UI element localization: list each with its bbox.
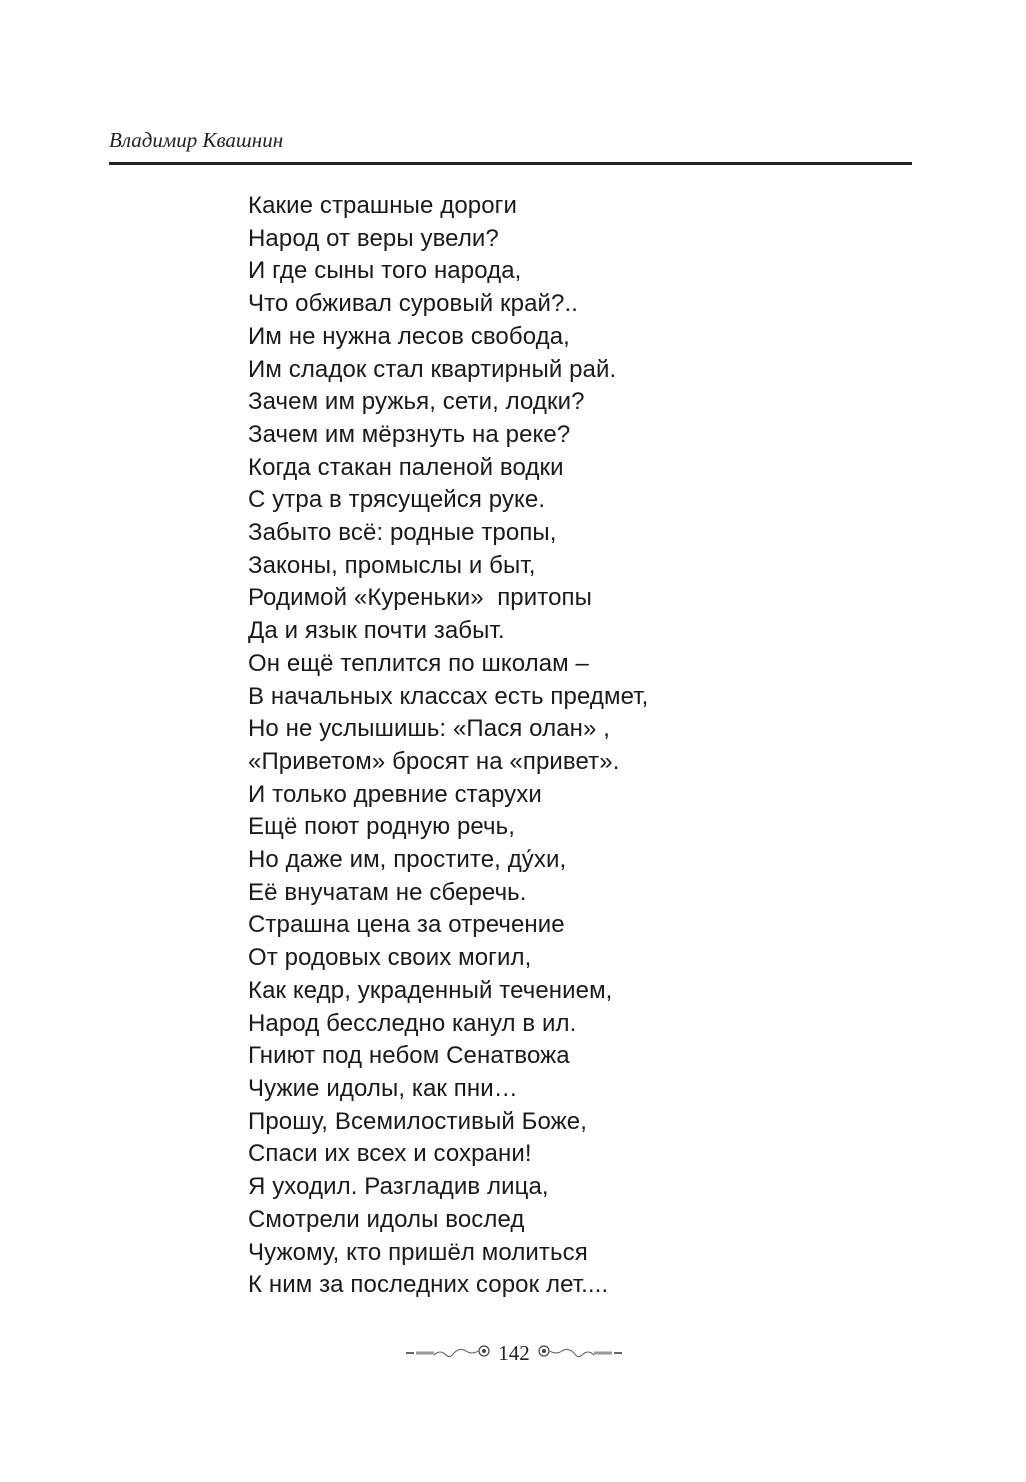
poem-line: Как кедр, украденный течением, (248, 976, 613, 1004)
poem-line: В начальных классах есть предмет, (248, 682, 649, 710)
poem-line: К ним за последних сорок лет.... (248, 1271, 609, 1299)
poem-line: Я уходил. Разгладив лица, (248, 1173, 549, 1201)
poem-line: Чужому, кто пришёл молиться (248, 1238, 588, 1266)
poem-line: Им сладок стал квартирный рай. (248, 355, 617, 383)
page-footer (404, 1338, 624, 1368)
poem-line: Что обживал суровый край?.. (248, 290, 579, 318)
poem-line: Но не услышишь: «Пася олан» , (248, 715, 610, 743)
poem-body (248, 190, 648, 1302)
poem-line: Гниют под небом Сенатвожа (248, 1042, 570, 1070)
poem-line: Чужие идолы, как пни… (248, 1074, 518, 1102)
poem-line: Смотрели идолы вослед (248, 1205, 525, 1233)
poem-line: Народ бесследно канул в ил. (248, 1009, 577, 1037)
poem-line: Зачем им ружья, сети, лодки? (248, 388, 585, 416)
right-flourish-icon (534, 1343, 624, 1363)
poem-line: Он ещё теплится по школам – (248, 649, 589, 677)
running-head-author: Владимир Квашнин (109, 128, 284, 152)
poem-line: Родимой «Куреньки» притопы (248, 584, 592, 612)
poem-line: От родовых своих могил, (248, 944, 532, 972)
poem-line: Им не нужна лесов свобода, (248, 322, 570, 350)
poem-line: Зачем им мёрзнуть на реке? (248, 420, 571, 448)
poem-line: Да и язык почти забыт. (248, 617, 505, 645)
poem-line: «Приветом» бросят на «привет». (248, 747, 620, 775)
poem-line: Спаси их всех и сохрани! (248, 1140, 532, 1168)
poem-line: И только древние старухи (248, 780, 542, 808)
page-number: 142 (498, 1340, 530, 1365)
poem-line: Но даже им, простите, ду́хи, (248, 846, 567, 874)
poem-line: Прошу, Всемилостивый Боже, (248, 1107, 587, 1135)
poem-line: Её внучатам не сберечь. (248, 878, 527, 906)
poem-line: Когда стакан паленой водки (248, 453, 564, 481)
poem-line: Забыто всё: родные тропы, (248, 519, 557, 547)
poem-line: С утра в трясущейся руке. (248, 486, 546, 514)
poem-line: Какие страшные дороги (248, 192, 518, 219)
poem-line: Ещё поют родную речь, (248, 813, 516, 841)
poem-line: И где сыны того народа, (248, 257, 522, 285)
left-flourish-icon (404, 1343, 494, 1363)
poem-line: Законы, промыслы и быт, (248, 551, 536, 579)
header-rule (109, 162, 912, 165)
poem-line: Народ от веры увели? (248, 224, 499, 252)
poem-line: Страшна цена за отречение (248, 911, 565, 939)
